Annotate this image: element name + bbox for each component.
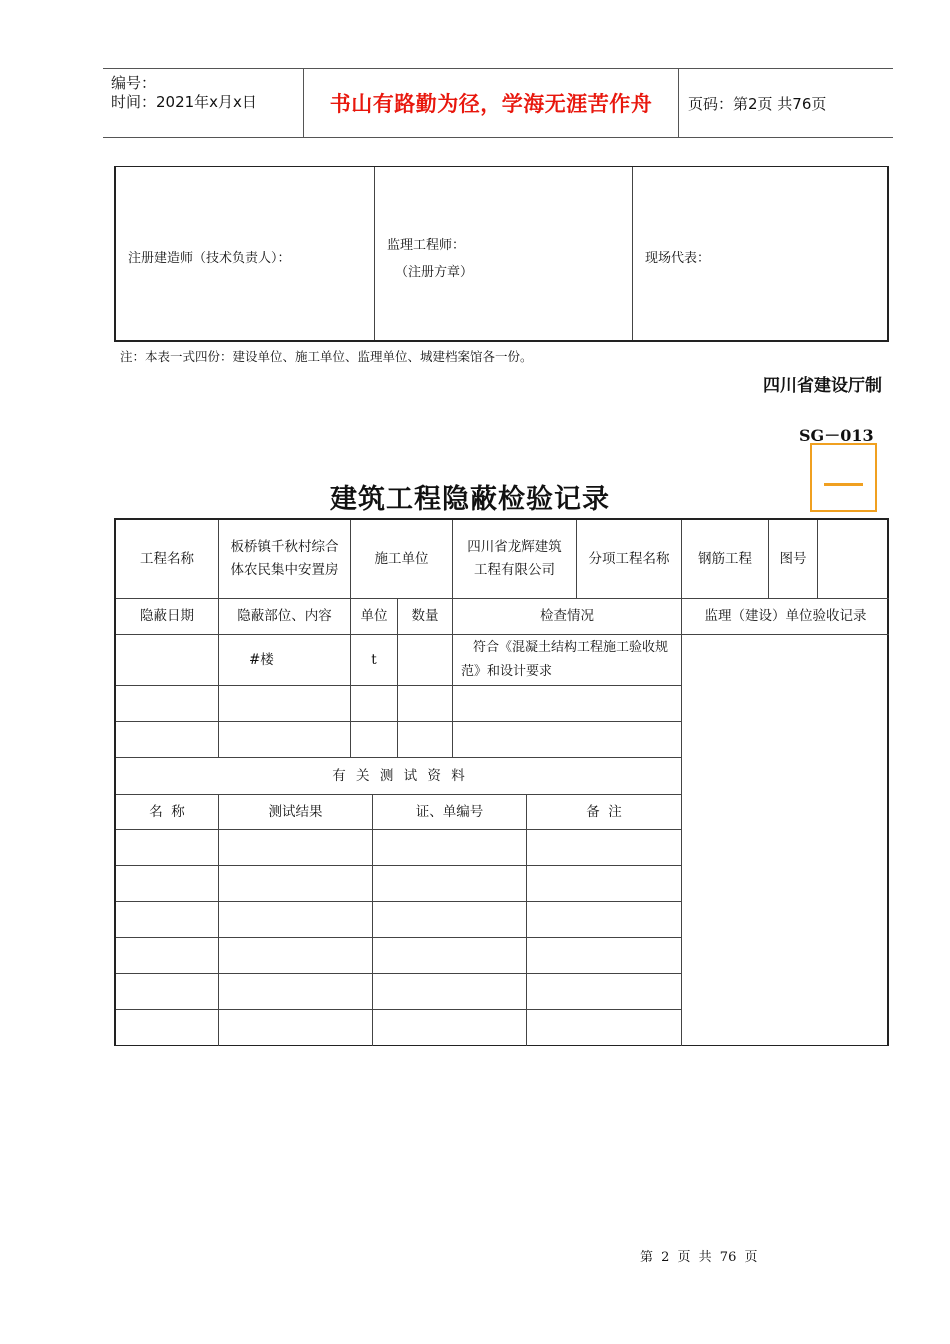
test-cell bbox=[116, 866, 219, 902]
supervisor-label: 监理工程师： bbox=[387, 238, 466, 253]
header-motto: 书山有路勤为径，学海无涯苦作舟 bbox=[303, 69, 679, 137]
subitem-label: 分项工程名称 bbox=[577, 520, 682, 599]
test-cell bbox=[373, 902, 527, 938]
test-header-result: 测试结果 bbox=[219, 795, 373, 830]
builder-label: 注册建造师（技术负责人）： bbox=[128, 251, 291, 266]
subitem-value: 钢筋工程 bbox=[682, 520, 769, 599]
header-inspection: 检查情况 bbox=[453, 599, 682, 635]
test-cell bbox=[373, 974, 527, 1010]
test-cell bbox=[527, 830, 682, 866]
test-cell bbox=[373, 866, 527, 902]
project-name-label: 工程名称 bbox=[116, 520, 219, 599]
annotation-box bbox=[810, 443, 877, 512]
entry-date bbox=[116, 686, 219, 722]
test-cell bbox=[219, 974, 373, 1010]
entry-unit: t bbox=[351, 635, 398, 686]
drawing-value bbox=[818, 520, 889, 599]
test-cell bbox=[116, 902, 219, 938]
number-label: 编号： bbox=[111, 74, 157, 92]
header-page-info: 页码：第2页 共76页 bbox=[688, 94, 827, 113]
entry-part: #楼 bbox=[219, 635, 351, 686]
entry-part bbox=[219, 686, 351, 722]
entry-unit bbox=[351, 686, 398, 722]
test-cell bbox=[219, 866, 373, 902]
contractor-value: 四川省龙辉建筑工程有限公司 bbox=[453, 520, 577, 599]
header-meta bbox=[103, 69, 303, 137]
header-qty: 数量 bbox=[398, 599, 453, 635]
test-section-title: 有 关 测 试 资 料 bbox=[116, 758, 682, 795]
annotation-dash bbox=[824, 483, 863, 486]
header-unit: 单位 bbox=[351, 599, 398, 635]
test-cell bbox=[527, 974, 682, 1010]
page-footer: 第 2 页 共 76 页 bbox=[640, 1250, 758, 1265]
date-label: 时间：2021年x月x日 bbox=[111, 93, 257, 111]
test-cell bbox=[116, 1010, 219, 1046]
form-code: SG－013 bbox=[799, 426, 874, 445]
test-cell bbox=[219, 830, 373, 866]
signature-table bbox=[114, 166, 889, 342]
test-header-name: 名 称 bbox=[116, 795, 219, 830]
test-cell bbox=[373, 830, 527, 866]
header-supervision: 监理（建设）单位验收记录 bbox=[682, 599, 889, 635]
entry-inspection bbox=[453, 722, 682, 758]
signature-cell-supervisor bbox=[374, 167, 633, 340]
header-date: 隐蔽日期 bbox=[116, 599, 219, 635]
entry-date bbox=[116, 722, 219, 758]
header-part: 隐蔽部位、内容 bbox=[219, 599, 351, 635]
test-cell bbox=[116, 938, 219, 974]
drawing-label: 图号 bbox=[769, 520, 818, 599]
entry-part bbox=[219, 722, 351, 758]
test-cell bbox=[373, 938, 527, 974]
entry-date bbox=[116, 635, 219, 686]
document-title: 建筑工程隐蔽检验记录 bbox=[330, 484, 610, 515]
table-note: 注：本表一式四份：建设单位、施工单位、监理单位、城建档案馆各一份。 bbox=[120, 349, 533, 364]
test-cell bbox=[527, 902, 682, 938]
test-cell bbox=[219, 902, 373, 938]
entry-unit bbox=[351, 722, 398, 758]
test-cell bbox=[219, 938, 373, 974]
test-header-remark: 备 注 bbox=[527, 795, 682, 830]
test-cell bbox=[116, 974, 219, 1010]
project-name-value: 板桥镇千秋村综合体农民集中安置房 bbox=[219, 520, 351, 599]
page-header bbox=[103, 68, 893, 138]
test-header-cert: 证、单编号 bbox=[373, 795, 527, 830]
test-cell bbox=[527, 938, 682, 974]
test-cell bbox=[527, 866, 682, 902]
entry-qty bbox=[398, 635, 453, 686]
record-table bbox=[114, 518, 889, 1046]
test-cell bbox=[116, 830, 219, 866]
supervisor-seal-label: （注册方章） bbox=[395, 265, 474, 280]
test-cell bbox=[373, 1010, 527, 1046]
representative-label: 现场代表： bbox=[645, 251, 711, 266]
entry-inspection bbox=[453, 686, 682, 722]
signature-cell-representative bbox=[632, 167, 887, 340]
entry-qty bbox=[398, 722, 453, 758]
entry-qty bbox=[398, 686, 453, 722]
signature-cell-builder bbox=[116, 167, 374, 340]
test-cell bbox=[527, 1010, 682, 1046]
contractor-label: 施工单位 bbox=[351, 520, 453, 599]
test-cell bbox=[219, 1010, 373, 1046]
supervision-record-cell bbox=[682, 635, 889, 1046]
entry-inspection: 符合《混凝土结构工程施工验收规范》和设计要求 bbox=[453, 635, 682, 686]
issuing-agency: 四川省建设厅制 bbox=[763, 376, 882, 396]
